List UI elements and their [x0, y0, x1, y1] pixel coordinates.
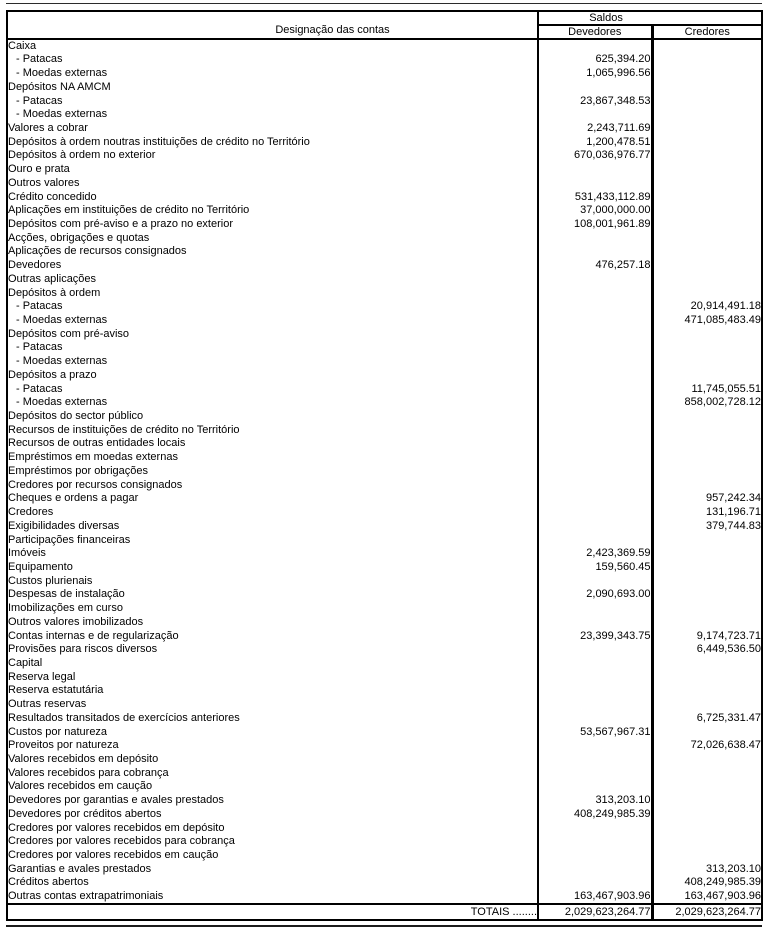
account-label: Outras aplicações	[8, 272, 97, 285]
devedores-value	[538, 300, 652, 314]
devedores-value	[538, 684, 652, 698]
devedores-value	[538, 506, 652, 520]
credores-value	[652, 725, 762, 739]
column-header-designacao: Designação das contas	[7, 11, 538, 39]
credores-value	[652, 780, 762, 794]
account-label: Valores recebidos para cobrança	[8, 766, 169, 779]
devedores-value	[538, 766, 652, 780]
page-bottom-rule	[6, 925, 762, 927]
table-row	[7, 712, 762, 726]
devedores-value	[538, 739, 652, 753]
devedores-value	[538, 849, 652, 863]
account-label: Reserva legal	[8, 670, 76, 683]
account-label: Capital	[8, 656, 43, 669]
table-row	[7, 149, 762, 163]
account-label: Resultados transitados de exercícios anteriores	[8, 711, 240, 724]
column-header-devedores: Devedores	[538, 25, 652, 39]
credores-value	[652, 602, 762, 616]
credores-value: 379,744.83	[652, 519, 762, 533]
account-label: - Patacas	[16, 94, 63, 107]
table-row	[7, 163, 762, 177]
credores-value	[652, 327, 762, 341]
table-row	[7, 300, 762, 314]
devedores-value	[538, 163, 652, 177]
table-row	[7, 547, 762, 561]
account-label: - Patacas	[16, 53, 63, 66]
devedores-value	[538, 876, 652, 890]
account-label: Credores por recursos consignados	[8, 478, 183, 491]
devedores-value	[538, 80, 652, 94]
table-row	[7, 766, 762, 780]
credores-value	[652, 670, 762, 684]
devedores-value: 531,433,112.89	[538, 190, 652, 204]
table-row	[7, 698, 762, 712]
devedores-value	[538, 670, 652, 684]
accounts-tbody	[7, 39, 762, 904]
devedores-value: 2,090,693.00	[538, 588, 652, 602]
account-label: Custos por natureza	[8, 725, 108, 738]
account-label: Depósitos do sector público	[8, 410, 144, 423]
devedores-value	[538, 602, 652, 616]
account-label: Provisões para riscos diversos	[8, 643, 158, 656]
credores-value: 6,449,536.50	[652, 643, 762, 657]
table-row	[7, 862, 762, 876]
devedores-value	[538, 341, 652, 355]
devedores-value	[538, 574, 652, 588]
table-row	[7, 245, 762, 259]
table-row	[7, 629, 762, 643]
credores-value: 408,249,985.39	[652, 876, 762, 890]
account-label: - Patacas	[16, 382, 63, 395]
table-row	[7, 259, 762, 273]
table-row	[7, 135, 762, 149]
account-label: Valores recebidos em depósito	[8, 753, 159, 766]
account-label: Aplicações em instituições de crédito no Território	[8, 204, 250, 217]
devedores-value	[538, 437, 652, 451]
account-label: Caixa	[8, 40, 37, 52]
devedores-value: 408,249,985.39	[538, 808, 652, 822]
devedores-value: 476,257.18	[538, 259, 652, 273]
credores-value: 163,467,903.96	[652, 890, 762, 904]
credores-value	[652, 849, 762, 863]
table-row	[7, 821, 762, 835]
credores-value	[652, 794, 762, 808]
totals-devedores-value: 2,029,623,264.77	[538, 904, 652, 920]
devedores-value: 108,001,961.89	[538, 218, 652, 232]
devedores-value	[538, 355, 652, 369]
table-row	[7, 657, 762, 671]
credores-value	[652, 451, 762, 465]
credores-value: 313,203.10	[652, 862, 762, 876]
account-label: Aplicações de recursos consignados	[8, 245, 187, 258]
table-row	[7, 382, 762, 396]
devedores-value	[538, 423, 652, 437]
table-row	[7, 67, 762, 81]
account-label: - Moedas externas	[16, 396, 108, 409]
account-label: Devedores	[8, 259, 62, 272]
credores-value	[652, 149, 762, 163]
credores-value: 11,745,055.51	[652, 382, 762, 396]
credores-value	[652, 176, 762, 190]
credores-value: 20,914,491.18	[652, 300, 762, 314]
devedores-value	[538, 314, 652, 328]
devedores-value: 625,394.20	[538, 53, 652, 67]
table-row	[7, 355, 762, 369]
devedores-value	[538, 39, 652, 53]
credores-value	[652, 410, 762, 424]
devedores-value	[538, 615, 652, 629]
credores-value	[652, 423, 762, 437]
credores-value	[652, 190, 762, 204]
credores-value	[652, 39, 762, 53]
table-row	[7, 314, 762, 328]
devedores-value	[538, 657, 652, 671]
account-label: Exigibilidades diversas	[8, 519, 120, 532]
account-label: - Moedas externas	[16, 355, 108, 368]
accounts-balance-table	[6, 10, 763, 921]
credores-value	[652, 753, 762, 767]
credores-value	[652, 108, 762, 122]
credores-value	[652, 588, 762, 602]
page-top-rule	[6, 3, 762, 4]
devedores-value	[538, 753, 652, 767]
credores-value	[652, 163, 762, 177]
table-row	[7, 80, 762, 94]
account-label: Acções, obrigações e quotas	[8, 231, 150, 244]
devedores-value	[538, 108, 652, 122]
account-label: Proveitos por natureza	[8, 739, 119, 752]
account-label: Credores por valores recebidos em depósito	[8, 821, 225, 834]
account-label: Participações financeiras	[8, 533, 131, 546]
table-row	[7, 423, 762, 437]
credores-value	[652, 574, 762, 588]
account-label: Credores por valores recebidos em caução	[8, 849, 219, 862]
account-label: Depósitos com pré-aviso e a prazo no exterior	[8, 217, 233, 230]
account-label: Empréstimos por obrigações	[8, 464, 149, 477]
table-row	[7, 465, 762, 479]
credores-value	[652, 369, 762, 383]
table-row	[7, 794, 762, 808]
account-label: Valores a cobrar	[8, 121, 88, 134]
devedores-value: 159,560.45	[538, 561, 652, 575]
table-row	[7, 808, 762, 822]
account-label: Empréstimos em moedas externas	[8, 451, 178, 464]
account-label: Depósitos com pré-aviso	[8, 327, 130, 340]
account-label: Contas internas e de regularização	[8, 629, 179, 642]
account-label: Despesas de instalação	[8, 588, 125, 601]
table-row	[7, 492, 762, 506]
table-row	[7, 506, 762, 520]
account-label: Ouro e prata	[8, 163, 70, 176]
table-row	[7, 684, 762, 698]
devedores-value	[538, 519, 652, 533]
devedores-value	[538, 286, 652, 300]
account-label: Custos plurienais	[8, 574, 93, 587]
table-row	[7, 204, 762, 218]
devedores-value	[538, 451, 652, 465]
devedores-value	[538, 698, 652, 712]
table-row	[7, 588, 762, 602]
account-label: Devedores por créditos abertos	[8, 807, 162, 820]
table-row	[7, 122, 762, 136]
account-label: - Patacas	[16, 341, 63, 354]
devedores-value	[538, 821, 652, 835]
table-row	[7, 108, 762, 122]
credores-value	[652, 533, 762, 547]
devedores-value	[538, 369, 652, 383]
credores-value	[652, 273, 762, 287]
table-row	[7, 876, 762, 890]
account-label: - Moedas externas	[16, 314, 108, 327]
credores-value	[652, 80, 762, 94]
devedores-value	[538, 712, 652, 726]
totals-label: TOTAIS ........	[7, 904, 538, 920]
table-row	[7, 327, 762, 341]
credores-value	[652, 355, 762, 369]
account-label: Recursos de outras entidades locais	[8, 437, 186, 450]
credores-value	[652, 657, 762, 671]
table-row	[7, 410, 762, 424]
devedores-value	[538, 273, 652, 287]
table-row	[7, 437, 762, 451]
devedores-value	[538, 231, 652, 245]
table-row	[7, 725, 762, 739]
devedores-value: 313,203.10	[538, 794, 652, 808]
devedores-value	[538, 245, 652, 259]
account-label: Recursos de instituições de crédito no Território	[8, 423, 240, 436]
devedores-value: 23,399,343.75	[538, 629, 652, 643]
credores-value	[652, 465, 762, 479]
devedores-value: 2,423,369.59	[538, 547, 652, 561]
table-row	[7, 273, 762, 287]
devedores-value: 23,867,348.53	[538, 94, 652, 108]
credores-value	[652, 615, 762, 629]
table-row	[7, 53, 762, 67]
table-row	[7, 478, 762, 492]
devedores-value: 2,243,711.69	[538, 122, 652, 136]
account-label: Depósitos NA AMCM	[8, 80, 111, 93]
credores-value	[652, 766, 762, 780]
table-row	[7, 849, 762, 863]
table-header	[7, 11, 762, 39]
credores-value	[652, 478, 762, 492]
credores-value	[652, 835, 762, 849]
account-label: - Moedas externas	[16, 108, 108, 121]
table-row	[7, 615, 762, 629]
account-label: Outros valores	[8, 176, 80, 189]
table-row	[7, 94, 762, 108]
credores-value	[652, 67, 762, 81]
table-row	[7, 286, 762, 300]
table-row	[7, 643, 762, 657]
table-row	[7, 218, 762, 232]
credores-value: 72,026,638.47	[652, 739, 762, 753]
account-label: Equipamento	[8, 560, 73, 573]
credores-value	[652, 561, 762, 575]
table-row	[7, 739, 762, 753]
credores-value	[652, 437, 762, 451]
table-row	[7, 780, 762, 794]
credores-value	[652, 218, 762, 232]
devedores-value	[538, 327, 652, 341]
totals-credores-value: 2,029,623,264.77	[652, 904, 762, 920]
column-header-credores: Credores	[652, 25, 762, 39]
account-label: Depósitos a prazo	[8, 368, 97, 381]
devedores-value	[538, 382, 652, 396]
account-label: Depósitos à ordem no exterior	[8, 149, 156, 162]
devedores-value: 1,065,996.56	[538, 67, 652, 81]
credores-value: 957,242.34	[652, 492, 762, 506]
account-label: Créditos abertos	[8, 876, 89, 889]
devedores-value	[538, 835, 652, 849]
credores-value	[652, 808, 762, 822]
devedores-value	[538, 492, 652, 506]
devedores-value	[538, 478, 652, 492]
devedores-value	[538, 643, 652, 657]
account-label: Imobilizações em curso	[8, 602, 123, 615]
devedores-value: 670,036,976.77	[538, 149, 652, 163]
account-label: Outras reservas	[8, 698, 87, 711]
account-label: Credores por valores recebidos para cobrança	[8, 835, 235, 848]
table-row	[7, 341, 762, 355]
devedores-value	[538, 780, 652, 794]
table-row	[7, 890, 762, 904]
devedores-value	[538, 176, 652, 190]
devedores-value	[538, 533, 652, 547]
account-label: Crédito concedido	[8, 190, 97, 203]
credores-value	[652, 135, 762, 149]
credores-value	[652, 245, 762, 259]
account-label: Garantias e avales prestados	[8, 862, 152, 875]
credores-value	[652, 547, 762, 561]
credores-value: 9,174,723.71	[652, 629, 762, 643]
table-row	[7, 561, 762, 575]
account-label: Depósitos à ordem	[8, 286, 101, 299]
table-row	[7, 176, 762, 190]
table-row	[7, 519, 762, 533]
devedores-value	[538, 465, 652, 479]
table-row	[7, 753, 762, 767]
table-row	[7, 396, 762, 410]
account-label: Credores	[8, 506, 54, 519]
table-row	[7, 190, 762, 204]
credores-value	[652, 286, 762, 300]
table-row	[7, 39, 762, 53]
account-label: Outras contas extrapatrimoniais	[8, 889, 164, 902]
table-row	[7, 670, 762, 684]
devedores-value: 163,467,903.96	[538, 890, 652, 904]
credores-value	[652, 204, 762, 218]
devedores-value: 53,567,967.31	[538, 725, 652, 739]
credores-value: 471,085,483.49	[652, 314, 762, 328]
credores-value	[652, 341, 762, 355]
totals-row	[7, 904, 762, 920]
account-label: Depósitos à ordem noutras instituições de crédito no Território	[8, 135, 310, 148]
account-label: Reserva estatutária	[8, 684, 104, 697]
credores-value	[652, 94, 762, 108]
column-header-saldos: Saldos	[538, 11, 762, 25]
credores-value	[652, 259, 762, 273]
devedores-value	[538, 410, 652, 424]
account-label: - Patacas	[16, 300, 63, 313]
credores-value	[652, 821, 762, 835]
devedores-value: 1,200,478.51	[538, 135, 652, 149]
devedores-value	[538, 862, 652, 876]
credores-value: 131,196.71	[652, 506, 762, 520]
credores-value	[652, 231, 762, 245]
account-label: Valores recebidos em caução	[8, 780, 153, 793]
account-label: Imóveis	[8, 547, 46, 560]
devedores-value	[538, 396, 652, 410]
table-row	[7, 231, 762, 245]
credores-value: 858,002,728.12	[652, 396, 762, 410]
table-row	[7, 533, 762, 547]
table-row	[7, 574, 762, 588]
credores-value	[652, 53, 762, 67]
table-row	[7, 369, 762, 383]
account-label: Devedores por garantias e avales prestados	[8, 794, 224, 807]
credores-value	[652, 698, 762, 712]
table-row	[7, 835, 762, 849]
account-label: - Moedas externas	[16, 67, 108, 80]
credores-value	[652, 684, 762, 698]
table-row	[7, 451, 762, 465]
credores-value: 6,725,331.47	[652, 712, 762, 726]
table-row	[7, 602, 762, 616]
account-label: Outros valores imobilizados	[8, 615, 144, 628]
credores-value	[652, 122, 762, 136]
devedores-value: 37,000,000.00	[538, 204, 652, 218]
account-label: Cheques e ordens a pagar	[8, 492, 139, 505]
